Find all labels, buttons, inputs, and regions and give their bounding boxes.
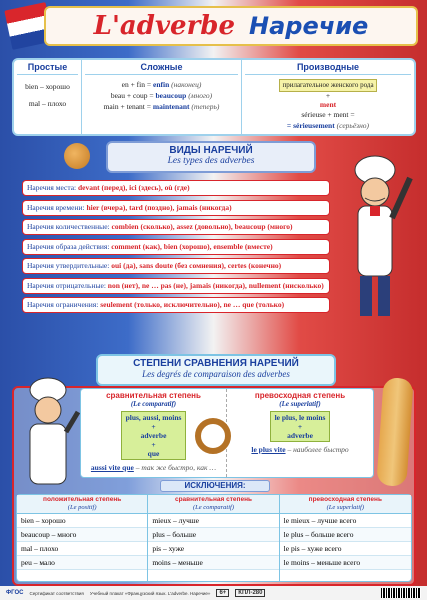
poster-info: Учебный плакат «Французский язык. L'adverbe. Наречие» <box>89 590 211 596</box>
croissant-icon <box>64 143 90 169</box>
compound-column <box>82 60 242 134</box>
title-banner <box>44 6 418 46</box>
types-list <box>12 180 330 317</box>
table-row: pis – хуже <box>148 542 278 556</box>
superlatif-column: превосходная степень (Le superlatif) le plus, le moins + adverbe le plus vite – наиболее быстро <box>227 389 373 477</box>
table-row: mal – плохо <box>17 542 147 556</box>
table-row: plus – больше <box>148 528 278 542</box>
comparatif-exceptions-column: сравнительная степень (Le comparatif) mieux – лучше plus – больше pis – хуже moins – меньше <box>148 495 279 581</box>
exceptions-table <box>16 494 412 582</box>
compound-item: main + tenant = maintenant (теперь) <box>103 102 220 111</box>
simple-column <box>14 60 82 134</box>
derived-rule-box: прилагательное женского рода <box>279 79 376 92</box>
table-row: le plus – больше всего <box>280 528 411 542</box>
simple-item: bien – хорошо <box>25 82 70 91</box>
title-russian: Наречие <box>249 12 369 40</box>
type-row: Наречия места: devant (перед), ici (здесь), où (где) <box>22 180 330 196</box>
fgos-logo: ФГОС <box>6 590 24 596</box>
compound-item: beau + coup = beaucoup (много) <box>110 91 213 100</box>
certificate-text: Сертификат соответствия <box>29 590 84 596</box>
derived-calc: sérieuse + ment = <box>301 110 355 119</box>
types-header: ВИДЫ НАРЕЧИЙ Les types des adverbes <box>106 141 316 173</box>
comparatif-column: сравнительная степень (Le comparatif) plus, aussi, moins + adverbe + que aussi vite que – так же быстро, как … <box>81 389 227 477</box>
table-row: bien – хорошо <box>17 514 147 528</box>
table-row: le mieux – лучше всего <box>280 514 411 528</box>
type-row: Наречия образа действия: comment (как), bien (хорошо), ensemble (вместе) <box>22 239 330 255</box>
age-badge: 6+ <box>216 589 229 597</box>
title-french: L'adverbe <box>93 11 236 41</box>
derived-result: = sérieusement (серьёзно) <box>286 121 370 130</box>
comparatif-formula: plus, aussi, moins + adverbe + que <box>121 411 187 460</box>
exceptions-header: ИСКЛЮЧЕНИЯ: <box>160 480 270 492</box>
pretzel-icon <box>195 418 231 454</box>
table-row: mieux – лучше <box>148 514 278 528</box>
compound-item: en + fin = enfin (наконец) <box>121 80 202 89</box>
degrees-header: СТЕПЕНИ СРАВНЕНИЯ НАРЕЧИЙ Les degrés de comparaison des adverbes <box>96 354 336 386</box>
product-code: КПЛ-280 <box>235 589 265 597</box>
table-row: le moins – меньше всего <box>280 556 411 570</box>
superlatif-example: le plus vite – наиболее быстро <box>251 445 349 454</box>
simple-header: Простые <box>17 62 78 75</box>
table-row: beaucoup – много <box>17 528 147 542</box>
derived-column: Производные прилагательное женского рода + ment sérieuse + ment = = sérieusement (серьёзно) <box>242 60 414 134</box>
simple-item: mal – плохо <box>28 99 67 108</box>
type-row: Наречия утвердительные: oui (да), sans doute (без сомнения), certes (конечно) <box>22 258 330 274</box>
chef-illustration-icon <box>8 372 88 492</box>
type-row: Наречия отрицательные: non (нет), ne … pas (не), jamais (никогда), nullement (нисколько) <box>22 278 330 294</box>
barcode-icon <box>381 588 421 598</box>
compound-header: Сложные <box>85 62 238 75</box>
table-row: moins – меньше <box>148 556 278 570</box>
type-row: Наречия ограничения: seulement (только, исключительно), ne … que (только) <box>22 297 330 313</box>
type-row: Наречия количественные: combien (сколько), assez (довольно), beaucoup (много) <box>22 219 330 235</box>
footer <box>0 586 427 600</box>
table-row: le pis – хуже всего <box>280 542 411 556</box>
derived-header: Производные <box>245 62 411 75</box>
table-row: peu – мало <box>17 556 147 570</box>
superlatif-formula: le plus, le moins + adverbe <box>270 411 331 442</box>
formation-table <box>12 58 416 136</box>
comparatif-example: aussi vite que – так же быстро, как … <box>90 463 217 472</box>
type-row: Наречия времени: hier (вчера), tard (поздно), jamais (никогда) <box>22 200 330 216</box>
derived-suffix: ment <box>319 100 337 109</box>
chef-illustration-icon <box>330 148 420 328</box>
superlatif-exceptions-column: превосходная степень (Le superlatif) le mieux – лучше всего le plus – больше всего le pis – хуже всего le moins – меньше всего <box>280 495 411 581</box>
positif-column: положительная степень (Le positif) bien – хорошо beaucoup – много mal – плохо peu – мало <box>17 495 148 581</box>
